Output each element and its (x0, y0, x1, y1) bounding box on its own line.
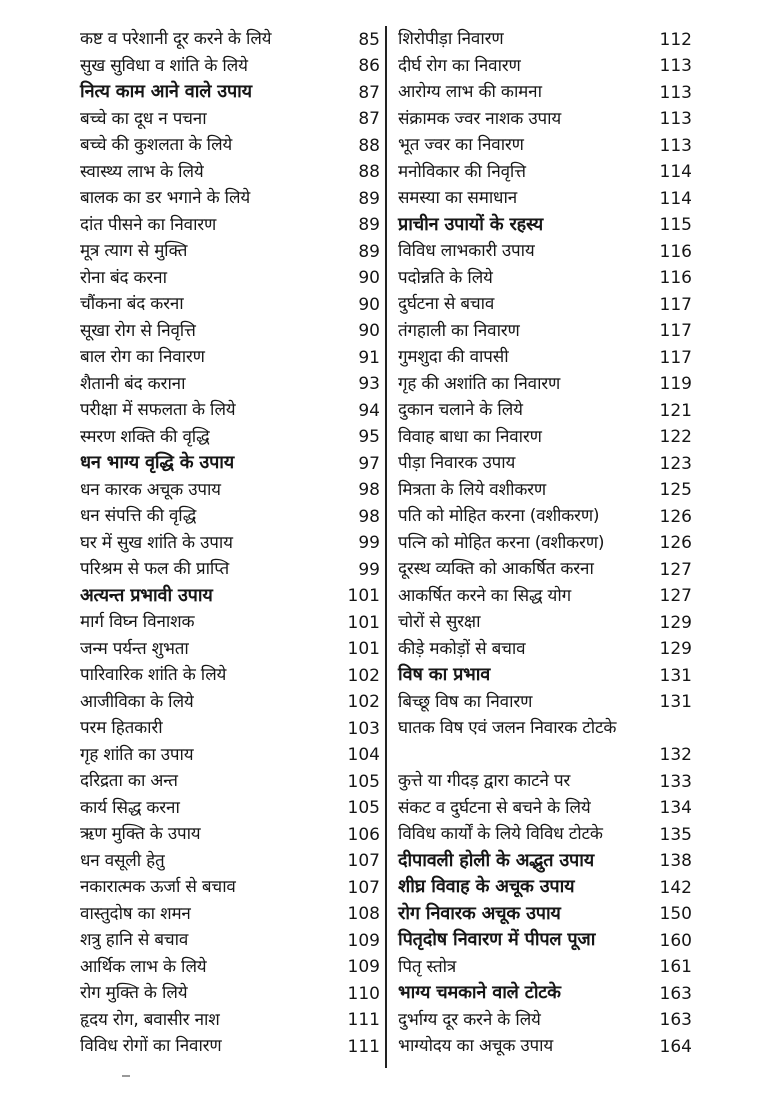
toc-entry-title: वास्तुदोष का शमन (80, 903, 191, 924)
toc-entry (80, 1007, 380, 1034)
toc-entry-title: हृदय रोग, बवासीर नाश (80, 1009, 220, 1030)
toc-entry (80, 662, 380, 689)
toc-page-number: 101 (347, 612, 380, 633)
toc-section-heading (392, 927, 692, 954)
toc-entry-title: पीड़ा निवारक उपाय (398, 453, 516, 473)
toc-page-number: 102 (347, 692, 380, 712)
toc-entry (392, 609, 692, 636)
toc-page-number: 88 (358, 162, 380, 182)
toc-entry (392, 26, 692, 53)
toc-page-number: 112 (659, 29, 692, 50)
toc-entry-title: पारिवारिक शांति के लिये (80, 665, 227, 685)
toc-entry-title: आजीविका के लिये (80, 691, 194, 712)
toc-entry-title: कीड़े मकोड़ों से बचाव (398, 638, 526, 659)
toc-entry (392, 795, 692, 822)
toc-page-number: 94 (358, 400, 380, 421)
toc-entry-title: रोना बंद करना (80, 267, 167, 288)
toc-page-number: 113 (659, 109, 692, 129)
toc-page-number: 163 (659, 1010, 692, 1030)
toc-entry (392, 503, 692, 530)
toc-entry (80, 848, 380, 875)
toc-entry-title: परिश्रम से फल की प्राप्ति (80, 559, 230, 579)
toc-entry (392, 1007, 692, 1034)
toc-entry (392, 477, 692, 504)
toc-entry (392, 265, 692, 292)
toc-entry (80, 980, 380, 1007)
toc-entry (392, 291, 692, 318)
toc-entry (80, 238, 380, 265)
toc-entry (80, 106, 380, 133)
toc-page-number: 111 (347, 1010, 380, 1030)
toc-entry-title: चोरों से सुरक्षा (398, 612, 481, 632)
toc-entry (80, 821, 380, 848)
toc-entry (80, 715, 380, 742)
print-mark (122, 1075, 130, 1077)
toc-section-heading (392, 901, 692, 928)
toc-page-number: 134 (659, 798, 692, 818)
toc-page-number: 98 (358, 480, 380, 500)
toc-entry-title: दीपावली होली के अद्भुत उपाय (398, 849, 594, 871)
toc-entry (80, 265, 380, 292)
toc-entry (80, 397, 380, 424)
toc-entry-title: विष का प्रभाव (398, 664, 491, 685)
toc-page-number: 105 (347, 771, 380, 792)
toc-page-number: 163 (659, 983, 692, 1004)
toc-entry-title: धन संपत्ति की वृद्धि (80, 506, 197, 526)
toc-entry (392, 106, 692, 133)
toc-page-number: 89 (358, 215, 380, 235)
toc-entry-title: चौंकना बंद करना (80, 294, 184, 314)
toc-entry (80, 291, 380, 318)
toc-entry (80, 26, 380, 53)
toc-page-number: 114 (659, 162, 692, 182)
toc-page-number: 106 (347, 824, 380, 845)
toc-entry-title: शैतानी बंद कराना (80, 373, 186, 394)
toc-entry (392, 79, 692, 106)
toc-page-number: 150 (659, 904, 692, 924)
toc-entry-title: घातक विष एवं जलन निवारक टोटके (398, 718, 617, 738)
toc-page-number: 113 (659, 82, 692, 103)
toc-page-number: 105 (347, 798, 380, 818)
toc-page-number: 121 (659, 400, 692, 421)
toc-entry-title: रोग निवारक अचूक उपाय (398, 902, 561, 924)
toc-entry-title: पदोन्नति के लिये (398, 267, 493, 288)
toc-entry-title: स्वास्थ्य लाभ के लिये (80, 161, 204, 182)
toc-page-number: 127 (659, 559, 692, 580)
toc-entry (80, 318, 380, 345)
toc-entry (80, 424, 380, 451)
toc-entry-title: भाग्य चमकाने वाले टोटके (398, 982, 561, 1003)
toc-page-number: 133 (659, 771, 692, 792)
toc-entry (392, 636, 692, 663)
toc-page-number: 131 (659, 692, 692, 712)
toc-page-number: 90 (358, 321, 380, 341)
toc-entry (80, 1033, 380, 1060)
toc-page-number: 161 (659, 957, 692, 977)
toc-entry-title: आरोग्य लाभ की कामना (398, 82, 542, 102)
toc-entry (80, 927, 380, 954)
toc-entry-title: तंगहाली का निवारण (398, 320, 520, 341)
toc-page-number: 126 (659, 533, 692, 553)
toc-entry-title: नित्य काम आने वाले उपाय (80, 81, 252, 102)
toc-page-number: 123 (659, 453, 692, 474)
toc-page-number: 98 (358, 506, 380, 527)
toc-page-number: 86 (358, 56, 380, 76)
toc-entry (80, 768, 380, 795)
toc-page-number: 115 (659, 215, 692, 235)
toc-page-number: 88 (358, 135, 380, 156)
toc-entry-title: धन भाग्य वृद्धि के उपाय (80, 452, 235, 473)
toc-page-number: 110 (347, 983, 380, 1004)
toc-entry-title: पितृदोष निवारण में पीपल पूजा (398, 929, 596, 950)
toc-page-number: 127 (659, 586, 692, 606)
column-divider (385, 26, 387, 1068)
toc-entry (392, 1033, 692, 1060)
toc-entry (80, 212, 380, 239)
toc-page-number: 111 (347, 1036, 380, 1057)
toc-entry-title: मनोविकार की निवृत्ति (398, 161, 526, 182)
toc-page-number: 109 (347, 930, 380, 951)
toc-page-number: 101 (347, 586, 380, 606)
toc-entry-title: आर्थिक लाभ के लिये (80, 956, 207, 977)
toc-entry (80, 530, 380, 557)
toc-page-number: 108 (347, 904, 380, 924)
toc-entry-title: धन कारक अचूक उपाय (80, 479, 221, 500)
toc-entry (392, 424, 692, 451)
toc-entry (392, 689, 692, 716)
toc-page-number: 129 (659, 639, 692, 659)
toc-entry (80, 742, 380, 769)
toc-entry (80, 795, 380, 822)
toc-entry-title: पति को मोहित करना (वशीकरण) (398, 506, 600, 526)
toc-page-number: 89 (358, 188, 380, 209)
toc-entry-title: घर में सुख शांति के उपाय (80, 532, 233, 553)
toc-page-number: 116 (659, 268, 692, 288)
toc-entry-title: जन्म पर्यन्त शुभता (80, 638, 189, 659)
toc-entry-title: विविध रोगों का निवारण (80, 1036, 222, 1056)
toc-entry (392, 238, 692, 265)
toc-page-number: 85 (358, 29, 380, 50)
toc-page-number: 87 (358, 82, 380, 103)
toc-entry-title: विविध कार्यों के लिये विविध टोटके (398, 824, 603, 844)
toc-entry-title: नकारात्मक ऊर्जा से बचाव (80, 877, 236, 897)
toc-entry (80, 477, 380, 504)
toc-page-number: 138 (659, 851, 692, 871)
toc-entry (392, 159, 692, 186)
toc-entry-title: गुमशुदा की वापसी (398, 347, 509, 367)
toc-entry (392, 318, 692, 345)
toc-entry (80, 53, 380, 80)
toc-page-number: 104 (347, 745, 380, 765)
toc-entry-title: धन वसूली हेतु (80, 850, 165, 871)
toc-entry-title: भूत ज्वर का निवारण (398, 135, 524, 155)
toc-page-number: 117 (659, 294, 692, 315)
toc-entry (80, 132, 380, 159)
toc-page-number: 113 (659, 135, 692, 156)
toc-entry (392, 185, 692, 212)
toc-entry-title: प्राचीन उपायों के रहस्य (398, 213, 544, 235)
toc-page-number: 99 (358, 559, 380, 580)
toc-entry-title: रोग मुक्ति के लिये (80, 983, 188, 1003)
toc-page-number: 107 (347, 877, 380, 898)
toc-section-heading (392, 980, 692, 1007)
toc-page-number: 164 (659, 1036, 692, 1057)
toc-page-number: 116 (659, 241, 692, 262)
toc-entry-title: कुत्ते या गीदड़ द्वारा काटने पर (398, 771, 571, 791)
toc-entry-title: कष्ट व परेशानी दूर करने के लिये (80, 29, 272, 49)
toc-entry-title: दुकान चलाने के लिये (398, 400, 523, 420)
toc-entry-title: बच्चे की कुशलता के लिये (80, 135, 233, 155)
toc-entry-title: पत्नि को मोहित करना (वशीकरण) (398, 532, 605, 553)
toc-section-heading (392, 212, 692, 239)
toc-page-number: 142 (659, 877, 692, 898)
toc-right-column (392, 26, 692, 1060)
toc-entry-title: दीर्घ रोग का निवारण (398, 55, 521, 76)
toc-entry (392, 715, 692, 768)
toc-page-number: 103 (347, 718, 380, 739)
toc-page-number: 131 (659, 665, 692, 686)
toc-page-number: 95 (358, 427, 380, 447)
toc-entry-title: शत्रु हानि से बचाव (80, 930, 189, 950)
toc-entry (392, 530, 692, 557)
toc-entry-title: बच्चे का दूध न पचना (80, 108, 207, 129)
toc-entry-title: समस्या का समाधान (398, 188, 517, 208)
toc-page-number: 135 (659, 824, 692, 845)
toc-entry (80, 371, 380, 398)
toc-entry-title: पितृ स्तोत्र (398, 956, 457, 977)
toc-entry-title: सुख सुविधा व शांति के लिये (80, 55, 248, 76)
toc-entry-title: मूत्र त्याग से मुक्ति (80, 241, 188, 261)
toc-entry (80, 874, 380, 901)
toc-page-number: 101 (347, 639, 380, 659)
toc-page-number: 132 (659, 745, 692, 765)
toc-section-heading (80, 450, 380, 477)
toc-page-number: 117 (659, 347, 692, 368)
toc-page-number: 113 (659, 56, 692, 76)
toc-entry (392, 450, 692, 477)
toc-entry (392, 556, 692, 583)
toc-page-number: 89 (358, 241, 380, 262)
toc-page-number: 117 (659, 321, 692, 341)
toc-page-number: 90 (358, 268, 380, 288)
toc-entry (392, 821, 692, 848)
toc-page-number: 125 (659, 480, 692, 500)
toc-entry (80, 689, 380, 716)
toc-entry (80, 636, 380, 663)
toc-section-heading (392, 848, 692, 875)
toc-page-number: 90 (358, 294, 380, 315)
toc-page-number: 87 (358, 109, 380, 129)
toc-page-number: 119 (659, 374, 692, 394)
toc-entry-title: मार्ग विघ्न विनाशक (80, 612, 195, 632)
toc-entry-title: दांत पीसने का निवारण (80, 214, 217, 235)
toc-entry-title: संकट व दुर्घटना से बचने के लिये (398, 797, 591, 818)
toc-entry (392, 954, 692, 981)
toc-page-number: 97 (358, 453, 380, 474)
toc-entry (80, 159, 380, 186)
toc-page-number: 114 (659, 188, 692, 209)
toc-page-number: 122 (659, 427, 692, 447)
toc-entry (392, 397, 692, 424)
toc-entry-title: बालक का डर भगाने के लिये (80, 188, 251, 208)
toc-entry-title: परम हितकारी (80, 718, 163, 738)
toc-entry (392, 132, 692, 159)
toc-section-heading (392, 874, 692, 901)
toc-entry (80, 954, 380, 981)
toc-section-heading (80, 79, 380, 106)
toc-page-number: 99 (358, 533, 380, 553)
toc-entry-title: विविध लाभकारी उपाय (398, 241, 535, 261)
toc-entry (80, 609, 380, 636)
toc-entry (80, 185, 380, 212)
toc-entry (80, 344, 380, 371)
toc-entry-title: बाल रोग का निवारण (80, 347, 205, 367)
toc-entry (80, 556, 380, 583)
toc-page-number: 93 (358, 374, 380, 394)
toc-entry-title: संक्रामक ज्वर नाशक उपाय (398, 108, 562, 129)
toc-page-number: 126 (659, 506, 692, 527)
toc-entry (392, 768, 692, 795)
toc-entry-title: बिच्छू विष का निवारण (398, 691, 533, 712)
toc-page-number: 109 (347, 957, 380, 977)
toc-entry (80, 503, 380, 530)
toc-page-number: 91 (358, 347, 380, 368)
toc-page-number: 102 (347, 665, 380, 686)
toc-entry-title: दुर्घटना से बचाव (398, 294, 495, 314)
toc-section-heading (392, 662, 692, 689)
toc-entry-title: विवाह बाधा का निवारण (398, 426, 542, 447)
toc-entry-title: ऋण मुक्ति के उपाय (80, 824, 201, 844)
toc-entry-title: गृह शांति का उपाय (80, 744, 194, 765)
toc-entry-title: गृह की अशांति का निवारण (398, 373, 561, 394)
toc-entry-title: कार्य सिद्ध करना (80, 797, 180, 818)
toc-entry-title: परीक्षा में सफलता के लिये (80, 400, 236, 420)
toc-entry (392, 371, 692, 398)
toc-entry-title: दूरस्थ व्यक्ति को आकर्षित करना (398, 559, 594, 579)
toc-entry (392, 583, 692, 610)
toc-entry-title: भाग्योदय का अचूक उपाय (398, 1036, 554, 1056)
toc-entry-title: दुर्भाग्य दूर करने के लिये (398, 1009, 541, 1030)
toc-page-number: 107 (347, 851, 380, 871)
toc-entry-title: अत्यन्त प्रभावी उपाय (80, 584, 213, 606)
toc-page-number: 129 (659, 612, 692, 633)
toc-page-number: 160 (659, 930, 692, 951)
toc-entry-title: मित्रता के लिये वशीकरण (398, 479, 547, 500)
toc-entry-title: आकर्षित करने का सिद्ध योग (398, 585, 571, 606)
toc-entry-title: दरिद्रता का अन्त (80, 771, 178, 791)
toc-left-column (80, 26, 380, 1060)
toc-entry-title: शिरोपीड़ा निवारण (398, 29, 504, 49)
toc-section-heading (80, 583, 380, 610)
toc-entry (80, 901, 380, 928)
toc-entry-title: सूखा रोग से निवृत्ति (80, 320, 196, 341)
toc-entry (392, 344, 692, 371)
toc-entry-title: स्मरण शक्ति की वृद्धि (80, 426, 210, 447)
toc-entry (392, 53, 692, 80)
toc-entry-title: शीघ्र विवाह के अचूक उपाय (398, 876, 575, 897)
